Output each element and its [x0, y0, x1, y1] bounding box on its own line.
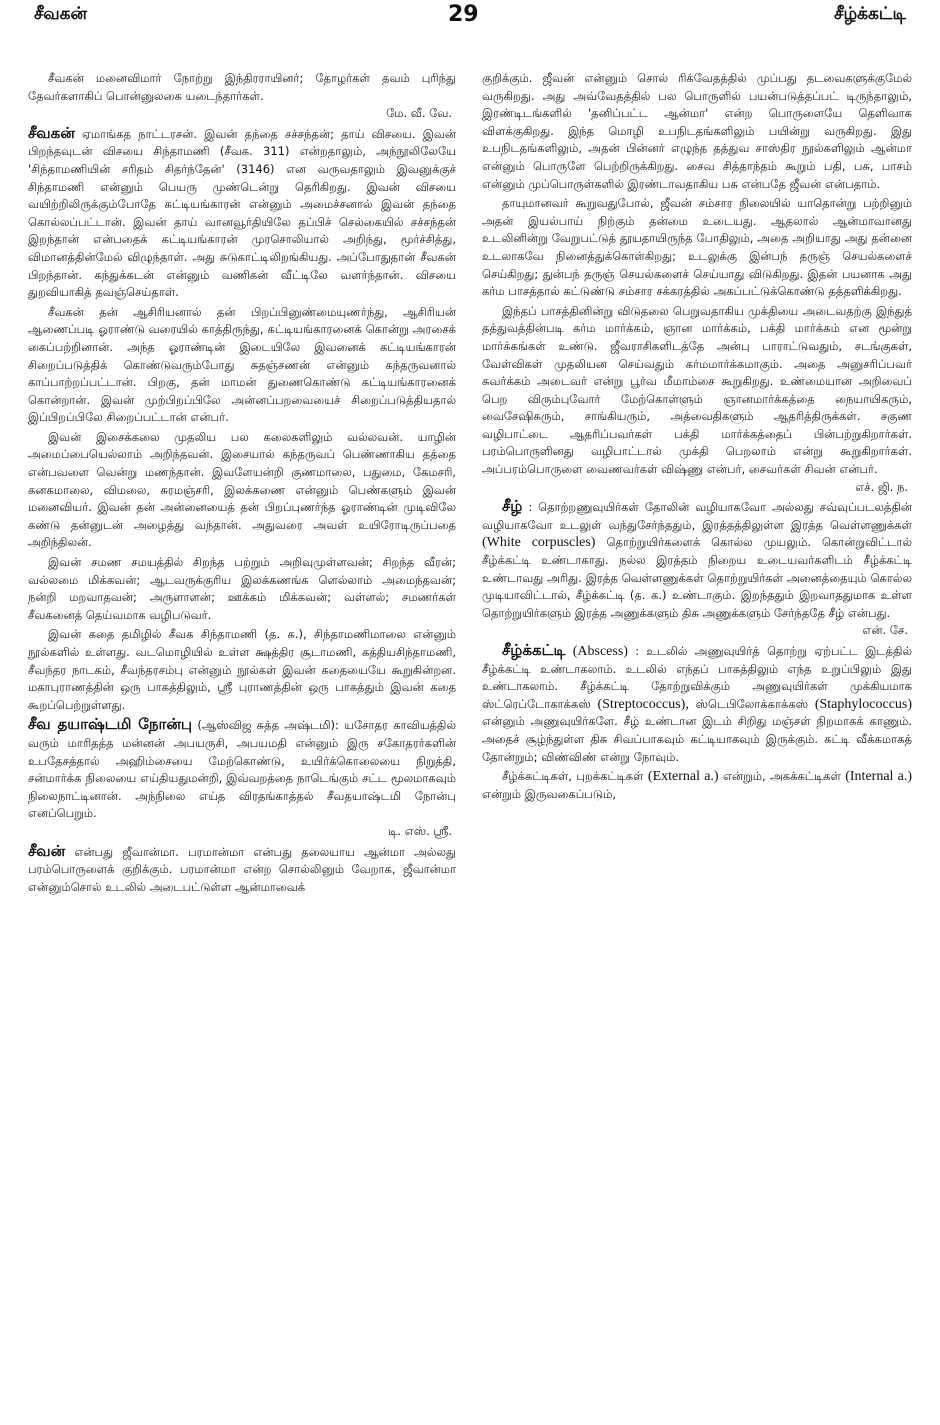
- paragraph: [482, 303, 912, 497]
- latin-term: (Streptococcus),: [597, 696, 689, 712]
- entry-text: : தொற்றணுவுயிர்கள் தோலின் வழியாகவோ அல்லது சவ்வுப்படலத்தின் வழியாகவோ உடலுள் வந்துசேர்ந்ததும், இரத்தத்திலுள்ள இரத்த வெள்ளணுக்கள்: [482, 500, 912, 532]
- entry-seezh: [482, 498, 912, 640]
- entry-text: என்னும் அணுவுயிர்களே. சீழ் உண்டான இடம் சிறிது மஞ்சள் நிறமாகக் காணும். அதைச் சூழ்ந்துள்ள திசு சிவப்பாகவும் கட்டியாகவும் இருக்கும். கட்டி வீக்கமாகத் தோன்றும்; விண்விண் என்று நோவும்.: [482, 714, 912, 764]
- paragraph-text: சீவகன் மனைவிமார் நோற்று இந்திரராயினர்; தோழர்கள் தவம் புரிந்து தேவர்களாகிப் பொன்னுலகை யடைந்தார்கள்.: [28, 71, 456, 103]
- paragraph-text: இந்தப் பாசத்தினின்று விடுதலை பெறுவதாகிய முக்தியை அடைவதற்கு இந்துத் தத்துவத்தின்படி கர்ம மார்க்கம், ஞான மார்க்கம், பக்தி மார்க்கம் என மூன்று மார்க்கங்கள் உண்டு. ஜீவராசிகளிடத்தே அன்பு பாராட்டுவதும், சடங்குகள், வேள்விகள் முதலியன செய்வதும் கர்மமார்க்கமாகும். அதை அனுசரிப்பவர் சுவர்க்கம் அடைவர் என்று பூர்வ மீமாம்சை கூறுகிறது. உண்மையான அறிவைப் பெற விரும்புவோர் மேற்கொள்ளும் ஞானமார்க்கத்தை நையாயிகரும், வைசேஷிகரும், சாங்கியரும், அத்வைதிகளும் ஆதரித்திருக்கள். சகுண வழிபாட்டை ஆதரிப்பவர்கள் பக்தி மார்க்கத்தைப் பின்பற்றுகிறார்கள். பரம்பொருளினது வழிபாட்டால் முக்தி பெறலாம் என்று கூறுகிறார்கள். அப்பரம்பொருளை வைணவர்கள் விஷ்ணு என்பர், சைவர்கள் சிவன் என்பர்.: [482, 303, 912, 477]
- entry-headword: சீவன்: [28, 841, 66, 860]
- entry-headword: சீவகன்: [28, 123, 75, 142]
- entry-seezhkatti: [482, 642, 912, 766]
- entry-text: ஸ்டெபிலோக்காக்கஸ்: [695, 696, 809, 711]
- entry-text: (ஆஸ்விஜ சுத்த அஷ்டமி): யசோதர காவியத்தில் வரும் மாரிதத்த மன்னன் அபயருசி, அபயமதி என்னும் இரு சகோதரர்களின் உபதேசத்தால் அஹிம்சையை மேற்கொண்டு, உயிர்க்கொலையை நிறுத்தி, சன்மார்க்க நிலையை எய்தியதுமன்றி, இவ்வறத்தை நாடெங்கும் சட்ட மூலமாகவும் நிலைநாட்டினான். அந்நிலை எய்த விரதங்காத்தல் சீவதயாஷ்டமி நோன்பு எனப்பெறும்.: [28, 718, 456, 821]
- paragraph-text: என்றும், அகக்கட்டிகள்: [722, 769, 841, 784]
- paragraph: இவன் இசைக்கலை முதலிய பல கலைகளிலும் வல்லவன். யாழின் அமைப்பையெல்லாம் அறிந்தவன். இசையால் கந்தருவப் பெண்ணாகிய தத்தை என்பவளை வென்று மணந்தான். இவளேயன்றி குணமாலை, பதுமை, கேமசரி, கனகமாலை, விமலை, சுரமஞ்சரி, இலக்கணை என்னும் பெண்களும் இவன் மனைவியர். இவன் தன் அன்னையைத் தன் பிறப்புணர்ந்த ஓராண்டின் முடிவிலே கண்டு தன்னுடன் அழைத்து வந்தான். அதுவரை அவள் உயிரோடிருப்பதை அறிந்திலன்.: [28, 429, 456, 550]
- entry-text: தொற்றுயிர்களைக் கொல்ல முயலும். கொன்றுவிட்டால் சீழ்க்கட்டி உண்டாகாது. நல்ல இரத்தம் நிறைய உடையவர்களிடம் சீழ்க்கட்டி உண்டாவது அரிது. இரத்த வெள்ளணுக்கள் தொற்றுயிர்கள் அனைத்தையும் கொல்ல முடியாவிட்டால், சீழ்க்கட்டி (த. க.) உண்டாகும். இறந்ததும் இறவாததுமாக உள்ள தொற்றுயிர்களும் இரத்த அணுக்களும் திசு அணுக்களும் சேர்ந்ததே சீழ் என்பது.: [482, 535, 912, 620]
- paragraph-text: சீழ்க்கட்டிகள், புறக்கட்டிகள்: [502, 769, 644, 784]
- entry-headword: சீழ்: [502, 497, 523, 516]
- latin-term: (Abscess): [572, 644, 628, 659]
- author-initials: என். சே.: [862, 623, 908, 638]
- entry-jeeva-dayashtami: [28, 716, 456, 840]
- author-initials: எச். ஜி. ந.: [855, 479, 908, 494]
- entry-text: : உடலில் அணுவுயிர்த் தொற்று ஏற்பட்ட இடத்தில் சீழ்க்கட்டி உண்டாகலாம். உடலில் எந்தப் பாகத்திலும் எந்த உறுப்பிலும் இது உண்டாகலாம். சீழ்க்கட்டி தோற்றுவிக்கும் அணுவுயிர்கள் முக்கியமாக ஸ்ட்ரெப்டோகாக்கஸ்: [482, 644, 912, 711]
- entry-text: என்பது ஜீவான்மா. பரமான்மா என்பது தலையாய ஆன்மா அல்லது பரம்பொருளைக் குறிக்கும். பரமான்மா என்ற சொல்லினும் வேறாக, ஜீவான்மா என்னும்சொல் உடலில் அடைபட்டுள்ள ஆன்மாவைக்: [28, 844, 456, 894]
- author-initials: மே. வீ. வே.: [386, 106, 452, 121]
- entry-headword: சீவ தயாஷ்டமி நோன்பு: [28, 715, 193, 734]
- entry-headword: சீழ்க்கட்டி: [502, 641, 566, 659]
- latin-term: (External a.): [647, 769, 719, 785]
- page-number: 29: [448, 2, 479, 27]
- entry-text: ஏமாங்கத நாட்டரசன். இவன் தந்தை சச்சந்தன்; தாய் விசயை. இவன் பிறந்தவுடன் விசயை சிந்தாமணி (சீவக. 311) என்றதாலும், அந்நூலிலேயே 'சிந்தாமணியின் சரிதம் சிதர்ந்தேன்' (3146) என வருவதாலும் இவனுக்குச் சிந்தாமணி என்னும் பெயரு முண்டென்று தெரிகிறது. இவன் விசயை வயிற்றிலிருக்கும்போதே கட்டியங்காரன் என்னும் அமைச்சனால் இவன் தந்தை கொல்லப்பட்டான். இவன் தாய் வானவூர்தியிலே தப்பிச் செல்கையில் சச்சந்தன் இறந்தான் என்பதைக் கட்டியங்காரன் முரசொலியால் அறிந்து, மூர்ச்சித்து, விமானத்தின்மேல் விழுந்தாள். அது சுடுகாட்டிலிறங்கியது. அப்போதுதான் சீவகன் பிறந்தான். கந்துக்கடன் என்னும் வணிகன் வீட்டிலே வளர்ந்தான். விசயை துறவியாகித் தவஞ்செய்தாள்.: [28, 126, 456, 300]
- paragraph-text: என்றும் இருவகைப்படும்,: [482, 786, 617, 801]
- latin-term: (Staphylococcus): [814, 696, 912, 712]
- running-head-right: சீழ்க்கட்டி: [834, 4, 906, 24]
- paragraph: குறிக்கும். ஜீவன் என்னும் சொல் ரிக்வேதத்தில் முப்பது தடவைகளுக்குமேல் வருகிறது. அது அவ்வேதத்தில் பல பொருளில் பயன்படுத்தப்பட் டிருந்தாலும், இரண்டிடங்களில் 'தனிப்பட்ட ஆன்மா' என்ற பொருளையே தெளிவாக விளக்குகிறது. இந்த மொழி உபநிடதங்களிலும் பயின்று வருகிறது. இது உபநிடதங்களிலும், அதன் பின்னர் எழுந்த தத்துவ சாஸ்திர நூல்களிலும் ஆன்மா என்னும் பொருளே பெற்றிருக்கிறது. சைவ சித்தாந்தம் கூறும் பதி, பசு, பாசம் என்னும் முப்பொருள்களில் இரண்டாவதாகிய பசு என்பதே ஜீவன் என்பதாம்.: [482, 71, 912, 191]
- running-head-left: சீவகன்: [34, 4, 88, 24]
- entry-jeevan: [28, 843, 456, 897]
- author-initials: டி. எஸ். ஸ்ரீ.: [388, 823, 452, 838]
- paragraph: தாயுமானவர் கூறுவதுபோல், ஜீவன் சம்சார நிலையில் யாதொன்று பற்றினும் அதன் இயல்பாய் நிற்கும் தன்மை உடையது. ஆதலால் ஆன்மாவானது உடலினின்று வேறுபட்டுத் தூயதாயிருந்த போதிலும், அதை அறியாது அது தன்னை உடலாகவே நினைத்துக்கொள்கிறது; உடலுக்கு இன்பந் தருஞ் செயல்களைச் செய்கிறது; துன்பந் தருஞ் செயல்களைச் செய்யாது விடுகிறது. இதன் பயனாக அது கர்ம பாசத்தால் கட்டுண்டு சம்சார சக்கரத்தில் அகப்பட்டுக்கொண்டு தத்தளிக்கிறது.: [482, 196, 912, 299]
- entry-jeevakan: [28, 125, 456, 302]
- latin-term: (White corpuscles): [482, 535, 596, 551]
- paragraph: [482, 768, 912, 803]
- paragraph: இவன் கதை தமிழில் சீவக சிந்தாமணி (த. க.), சிந்தாமணிமாலை என்னும் நூல்களில் உள்ளது. வடமொழியில் உள்ள க்ஷத்திர சூடாமணி, கத்தியசிந்தாமணி, சீவந்தர நாடகம், சீவந்தரசம்பு என்னும் நூல்கள் இவன் கதையையே கூறுகின்றன. மகாபுராணத்தின் ஒரு பாகத்திலும், ஸ்ரீ புராணத்தின் ஒரு பாகத்தும் இவன் கதை கூறப்பெற்றுள்ளது.: [28, 627, 456, 712]
- latin-term: (Internal a.): [845, 769, 912, 785]
- paragraph: இவன் சமண சமயத்தில் சிறந்த பற்றும் அறிவுமுள்ளவன்; சிறந்த வீரன்; வல்லமை மிக்கவன்; ஆடவருக்குரிய இலக்கணங்க ளெல்லாம் அமைந்தவன்; நன்றி மறவாதவன்; அருளாளன்; ஊக்கம் மிக்கவன்; வள்ளல்; சமணர்கள் சீவகனைத் தெய்வமாக வழிபடுவர்.: [28, 555, 456, 622]
- paragraph: சீவகன் தன் ஆசிரியனால் தன் பிறப்பினுண்மையுணர்ந்து, ஆசிரியன் ஆணைப்படி ஓராண்டு வரையில் காத்திருந்து, கட்டியங்காரனைக் கொன்று அரசைக் கைப்பற்றினான். அந்த ஓராண்டின் இடையிலே இவனைக் கட்டியங்காரன் சிறைப்படுத்திக் கொண்டுவரும்போது சுதஞ்சணன் என்னும் கந்தருவனால் காப்பாற்றப்பட்டான். பிறகு, தன் மாமன் துணைகொண்டு கட்டியங்காரனைக் கொன்றான். இவன் முற்பிறப்பிலே அன்னப்பறவையைச் சிறைப்படுத்தியதால் இப்பிறப்பிலே சிறைப்பட்டான் என்பர்.: [28, 304, 456, 425]
- paragraph: [28, 70, 456, 123]
- right-column: [482, 70, 912, 1408]
- left-column: [28, 70, 456, 1408]
